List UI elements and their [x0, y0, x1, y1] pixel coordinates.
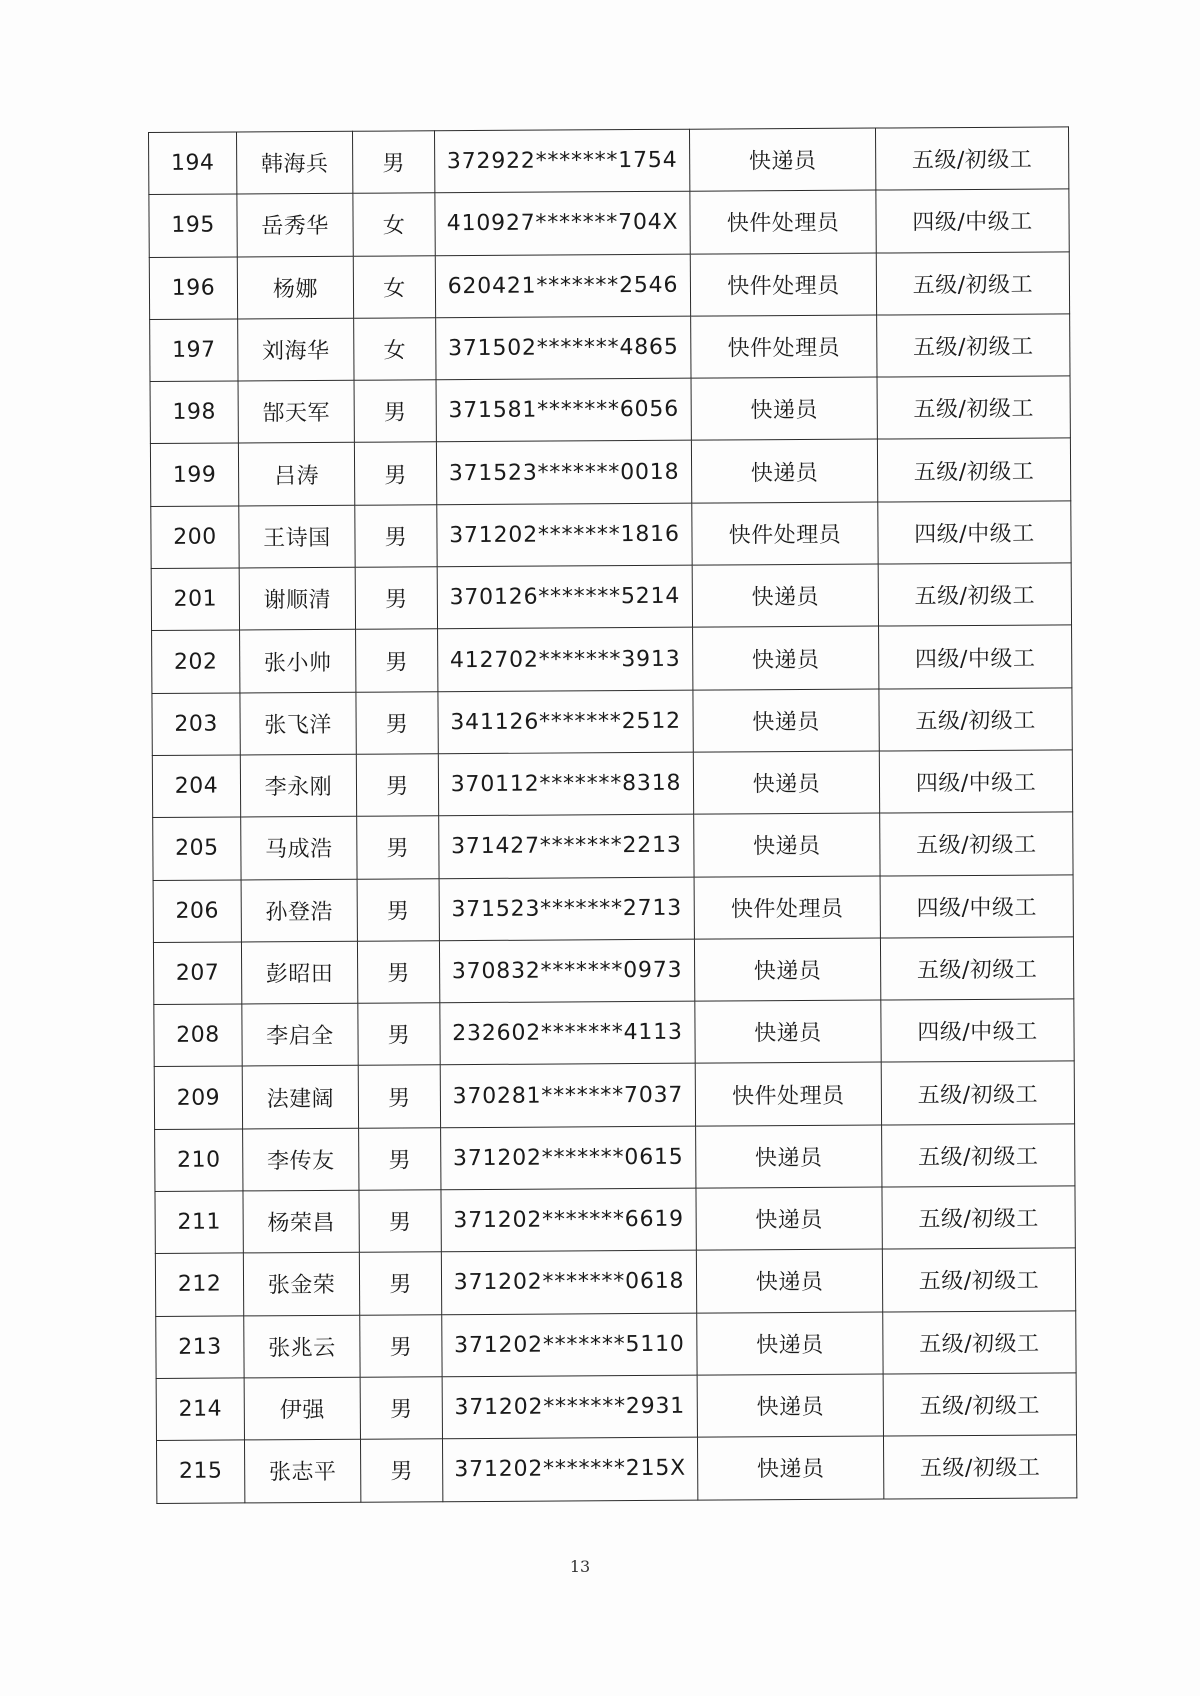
id-number-cell: 371202*******215X — [442, 1437, 697, 1501]
name-cell: 彭昭田 — [241, 941, 357, 1004]
skill-level-cell: 五级/初级工 — [883, 1373, 1076, 1436]
occupation-cell: 快递员 — [694, 938, 880, 1001]
occupation-cell: 快递员 — [696, 1187, 882, 1250]
row-number-cell: 199 — [150, 443, 238, 506]
row-number-cell: 200 — [151, 506, 239, 569]
table-row — [149, 251, 1069, 319]
gender-cell: 男 — [355, 567, 437, 630]
row-number-cell: 211 — [155, 1191, 243, 1254]
gender-cell: 男 — [357, 816, 439, 879]
table-row — [155, 1248, 1075, 1316]
table-row — [153, 812, 1073, 880]
gender-cell: 男 — [354, 380, 436, 443]
skill-level-cell: 四级/中级工 — [876, 189, 1069, 252]
skill-level-cell: 五级/初级工 — [882, 1248, 1075, 1311]
table-row — [156, 1435, 1076, 1503]
row-number-cell: 197 — [150, 319, 238, 382]
occupation-cell: 快递员 — [696, 1249, 882, 1312]
name-cell: 杨娜 — [237, 256, 353, 319]
roster-table — [148, 126, 1077, 1503]
id-number-cell: 620421*******2546 — [435, 254, 690, 318]
skill-level-cell: 五级/初级工 — [881, 1061, 1074, 1124]
skill-level-cell: 五级/初级工 — [882, 1186, 1075, 1249]
roster-table-container — [148, 126, 1076, 1503]
id-number-cell: 371202*******0618 — [441, 1251, 696, 1315]
id-number-cell: 370281*******7037 — [440, 1064, 695, 1128]
occupation-cell: 快递员 — [695, 1000, 881, 1063]
id-number-cell: 412702*******3913 — [438, 628, 693, 692]
table-row — [150, 314, 1070, 382]
name-cell: 李传友 — [243, 1128, 359, 1191]
id-number-cell: 371581*******6056 — [436, 378, 691, 442]
id-number-cell: 371202*******5110 — [442, 1313, 697, 1377]
name-cell: 马成浩 — [241, 817, 357, 880]
name-cell: 韩海兵 — [237, 131, 353, 194]
table-row — [151, 501, 1071, 569]
table-row — [153, 874, 1073, 942]
skill-level-cell: 五级/初级工 — [878, 563, 1071, 626]
row-number-cell: 202 — [152, 630, 240, 693]
gender-cell: 男 — [358, 1065, 440, 1128]
name-cell: 张志平 — [244, 1439, 360, 1502]
table-row — [156, 1373, 1076, 1441]
occupation-cell: 快递员 — [693, 751, 879, 814]
gender-cell: 男 — [356, 629, 438, 692]
page-number: 13 — [569, 1557, 591, 1576]
gender-cell: 男 — [357, 878, 439, 941]
row-number-cell: 214 — [156, 1378, 244, 1441]
row-number-cell: 213 — [156, 1316, 244, 1379]
row-number-cell: 203 — [152, 693, 240, 756]
occupation-cell: 快递员 — [697, 1374, 883, 1437]
occupation-cell: 快件处理员 — [690, 253, 876, 316]
table-row — [152, 750, 1072, 818]
gender-cell: 男 — [356, 691, 438, 754]
row-number-cell: 208 — [154, 1004, 242, 1067]
table-row — [152, 625, 1072, 693]
occupation-cell: 快件处理员 — [691, 315, 877, 378]
gender-cell: 女 — [353, 193, 435, 256]
occupation-cell: 快递员 — [697, 1436, 883, 1499]
occupation-cell: 快递员 — [697, 1312, 883, 1375]
gender-cell: 男 — [356, 754, 438, 817]
gender-cell: 男 — [360, 1439, 442, 1502]
skill-level-cell: 五级/初级工 — [880, 812, 1073, 875]
id-number-cell: 232602*******4113 — [440, 1001, 695, 1065]
id-number-cell: 370832*******0973 — [439, 939, 694, 1003]
row-number-cell: 198 — [150, 381, 238, 444]
skill-level-cell: 五级/初级工 — [876, 251, 1069, 314]
occupation-cell: 快递员 — [691, 440, 877, 503]
skill-level-cell: 四级/中级工 — [879, 750, 1072, 813]
name-cell: 谢顺清 — [239, 567, 355, 630]
roster-table-body — [149, 127, 1077, 1503]
id-number-cell: 370112*******8318 — [438, 752, 693, 816]
name-cell: 吕涛 — [238, 443, 354, 506]
row-number-cell: 206 — [153, 880, 241, 943]
row-number-cell: 196 — [149, 257, 237, 320]
name-cell: 杨荣昌 — [243, 1190, 359, 1253]
table-row — [150, 438, 1070, 506]
occupation-cell: 快递员 — [691, 377, 877, 440]
name-cell: 张小帅 — [240, 630, 356, 693]
table-row — [150, 376, 1070, 444]
table-row — [153, 937, 1073, 1005]
gender-cell: 男 — [360, 1314, 442, 1377]
skill-level-cell: 五级/初级工 — [877, 438, 1070, 501]
table-row — [154, 999, 1074, 1067]
table-row — [152, 688, 1072, 756]
row-number-cell: 207 — [153, 942, 241, 1005]
table-row — [155, 1124, 1075, 1192]
name-cell: 张兆云 — [244, 1315, 360, 1378]
row-number-cell: 215 — [156, 1440, 244, 1503]
gender-cell: 女 — [353, 255, 435, 318]
skill-level-cell: 四级/中级工 — [879, 625, 1072, 688]
skill-level-cell: 五级/初级工 — [875, 127, 1068, 190]
skill-level-cell: 四级/中级工 — [878, 501, 1071, 564]
row-number-cell: 195 — [149, 194, 237, 257]
id-number-cell: 371502*******4865 — [436, 316, 691, 380]
gender-cell: 女 — [354, 318, 436, 381]
gender-cell: 男 — [358, 1003, 440, 1066]
skill-level-cell: 四级/中级工 — [880, 874, 1073, 937]
skill-level-cell: 五级/初级工 — [882, 1124, 1075, 1187]
occupation-cell: 快件处理员 — [695, 1062, 881, 1125]
name-cell: 刘海华 — [238, 318, 354, 381]
id-number-cell: 341126*******2512 — [438, 690, 693, 754]
table-row — [156, 1310, 1076, 1378]
gender-cell: 男 — [355, 505, 437, 568]
occupation-cell: 快件处理员 — [694, 876, 880, 939]
id-number-cell: 371523*******2713 — [439, 877, 694, 941]
row-number-cell: 212 — [155, 1253, 243, 1316]
id-number-cell: 410927*******704X — [435, 191, 690, 255]
skill-level-cell: 五级/初级工 — [879, 688, 1072, 751]
row-number-cell: 210 — [155, 1129, 243, 1192]
id-number-cell: 371202*******2931 — [442, 1375, 697, 1439]
name-cell: 张金荣 — [243, 1253, 359, 1316]
row-number-cell: 205 — [153, 817, 241, 880]
name-cell: 伊强 — [244, 1377, 360, 1440]
id-number-cell: 371202*******1816 — [437, 503, 692, 567]
gender-cell: 男 — [359, 1190, 441, 1253]
gender-cell: 男 — [352, 131, 434, 194]
gender-cell: 男 — [359, 1127, 441, 1190]
gender-cell: 男 — [359, 1252, 441, 1315]
id-number-cell: 370126*******5214 — [437, 565, 692, 629]
skill-level-cell: 五级/初级工 — [877, 314, 1070, 377]
row-number-cell: 194 — [149, 132, 237, 195]
name-cell: 法建阔 — [242, 1066, 358, 1129]
name-cell: 王诗国 — [239, 505, 355, 568]
gender-cell: 男 — [354, 442, 436, 505]
skill-level-cell: 五级/初级工 — [883, 1310, 1076, 1373]
id-number-cell: 372922*******1754 — [434, 129, 689, 193]
id-number-cell: 371523*******0018 — [436, 441, 691, 505]
name-cell: 李启全 — [242, 1003, 358, 1066]
name-cell: 李永刚 — [240, 754, 356, 817]
occupation-cell: 快递员 — [692, 564, 878, 627]
name-cell: 孙登浩 — [241, 879, 357, 942]
row-number-cell: 209 — [154, 1066, 242, 1129]
table-row — [151, 563, 1071, 631]
row-number-cell: 204 — [152, 755, 240, 818]
name-cell: 郜天军 — [238, 380, 354, 443]
id-number-cell: 371202*******0615 — [441, 1126, 696, 1190]
occupation-cell: 快递员 — [689, 128, 875, 191]
table-row — [154, 1061, 1074, 1129]
gender-cell: 男 — [357, 941, 439, 1004]
occupation-cell: 快递员 — [696, 1125, 882, 1188]
table-row — [149, 189, 1069, 257]
gender-cell: 男 — [360, 1377, 442, 1440]
table-row — [149, 127, 1069, 195]
skill-level-cell: 四级/中级工 — [881, 999, 1074, 1062]
occupation-cell: 快件处理员 — [692, 502, 878, 565]
occupation-cell: 快递员 — [693, 689, 879, 752]
table-row — [155, 1186, 1075, 1254]
row-number-cell: 201 — [151, 568, 239, 631]
occupation-cell: 快件处理员 — [690, 190, 876, 253]
name-cell: 岳秀华 — [237, 194, 353, 257]
id-number-cell: 371427*******2213 — [439, 814, 694, 878]
skill-level-cell: 五级/初级工 — [877, 376, 1070, 439]
id-number-cell: 371202*******6619 — [441, 1188, 696, 1252]
skill-level-cell: 五级/初级工 — [883, 1435, 1076, 1498]
name-cell: 张飞洋 — [240, 692, 356, 755]
occupation-cell: 快递员 — [693, 626, 879, 689]
skill-level-cell: 五级/初级工 — [880, 937, 1073, 1000]
occupation-cell: 快递员 — [694, 813, 880, 876]
